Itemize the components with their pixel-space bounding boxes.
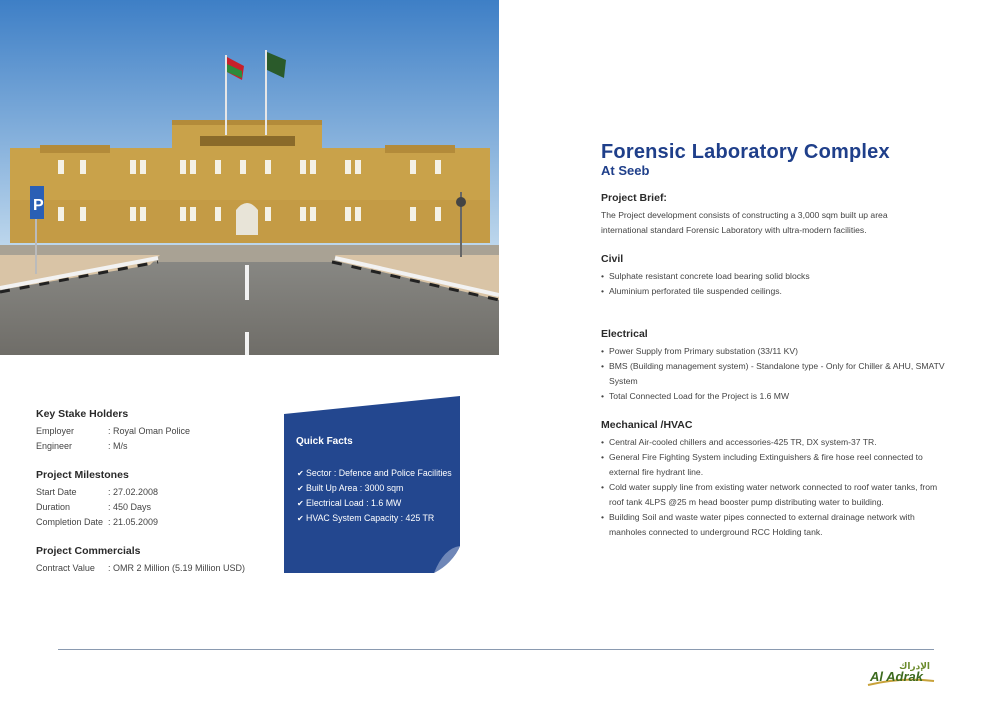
list-item: • Total Connected Load for the Project is 1.6 MW — [601, 389, 951, 404]
building-photo — [0, 0, 499, 355]
stakeholders-heading: Key Stake Holders — [36, 408, 129, 420]
quick-facts-card — [284, 396, 460, 573]
table-row — [36, 500, 276, 515]
list-item — [297, 511, 452, 526]
row-key: Contract Value — [36, 563, 95, 573]
list-item: • Cold water supply line from existing water network connected to roof water tanks, from roof tank 4LPS @25 m head booster pump distributing water to building. — [601, 480, 951, 510]
mechanical-heading: Mechanical /HVAC — [601, 419, 693, 431]
table-row — [36, 561, 276, 576]
row-value: : 21.05.2009 — [108, 517, 159, 527]
table-row — [36, 485, 276, 500]
check-icon: ✔ — [297, 469, 304, 478]
project-brief-text — [601, 208, 951, 238]
civil-list — [601, 269, 951, 299]
quick-facts-heading: Quick Facts — [296, 436, 353, 447]
row-key: Start Date — [36, 487, 77, 497]
row-value: : OMR 2 Million (5.19 Million USD) — [108, 563, 246, 573]
list-item — [297, 496, 452, 511]
table-row — [36, 424, 276, 439]
civil-heading: Civil — [601, 253, 624, 265]
quick-fact-text: HVAC System Capacity : 425 TR — [306, 513, 435, 523]
row-key: Completion Date — [36, 517, 104, 527]
list-item: • Building Soil and waste water pipes connected to external drainage network with manholes connected to underground RCC Holding tank. — [601, 510, 951, 540]
footer-divider — [58, 649, 934, 650]
row-value: : 27.02.2008 — [108, 487, 159, 497]
list-item: • Central Air-cooled chillers and accessories-425 TR, DX system-37 TR. — [601, 435, 951, 450]
mechanical-list — [601, 435, 951, 540]
check-icon: ✔ — [297, 514, 304, 523]
al-adrak-logo — [864, 661, 936, 689]
electrical-section — [601, 328, 951, 404]
list-item: • BMS (Building management system) - Standalone type - Only for Chiller & AHU, SMATV System — [601, 359, 951, 389]
logo-english-text: Al Adrak — [870, 669, 923, 684]
stakeholders-section — [36, 408, 276, 454]
commercials-section — [36, 545, 276, 576]
list-item — [297, 466, 452, 481]
list-item: • General Fire Fighting System including Extinguishers & fire hose reel connected to external fire hydrant line. — [601, 450, 951, 480]
quick-fact-text: Built Up Area : 3000 sqm — [306, 483, 404, 493]
mechanical-section — [601, 419, 951, 540]
milestones-heading: Project Milestones — [36, 469, 129, 481]
list-item: • Power Supply from Primary substation (33/11 KV) — [601, 344, 951, 359]
row-key: Duration — [36, 502, 71, 512]
row-value: : M/s — [108, 441, 128, 451]
project-brief-section — [601, 192, 951, 238]
project-title: Forensic Laboratory Complex — [601, 141, 890, 163]
project-brief-heading: Project Brief: — [601, 192, 667, 204]
row-value: : 450 Days — [108, 502, 152, 512]
electrical-list — [601, 344, 951, 404]
row-value: : Royal Oman Police — [108, 426, 191, 436]
svg-text:P: P — [33, 197, 44, 214]
list-item: • Sulphate resistant concrete load bearing solid blocks — [601, 269, 951, 284]
milestones-section — [36, 469, 276, 530]
quick-fact-text: Sector : Defence and Police Facilities — [306, 468, 452, 478]
row-key: Employer — [36, 426, 75, 436]
electrical-heading: Electrical — [601, 328, 648, 340]
brief-line: The Project development consists of constructing a 3,000 sqm built up area — [601, 210, 888, 220]
quick-fact-text: Electrical Load : 1.6 MW — [306, 498, 402, 508]
logo-arabic-text: الإدراك — [899, 661, 930, 671]
quick-facts-list — [297, 466, 452, 526]
list-item: • Aluminium perforated tile suspended ceilings. — [601, 284, 951, 299]
brief-line: international standard Forensic Laboratory with ultra-modern facilities. — [601, 225, 867, 235]
table-row — [36, 439, 276, 454]
table-row — [36, 515, 276, 530]
row-key: Engineer — [36, 441, 73, 451]
civil-section — [601, 253, 951, 299]
commercials-heading: Project Commercials — [36, 545, 141, 557]
check-icon: ✔ — [297, 499, 304, 508]
check-icon: ✔ — [297, 484, 304, 493]
list-item — [297, 481, 452, 496]
project-location: At Seeb — [601, 163, 650, 178]
